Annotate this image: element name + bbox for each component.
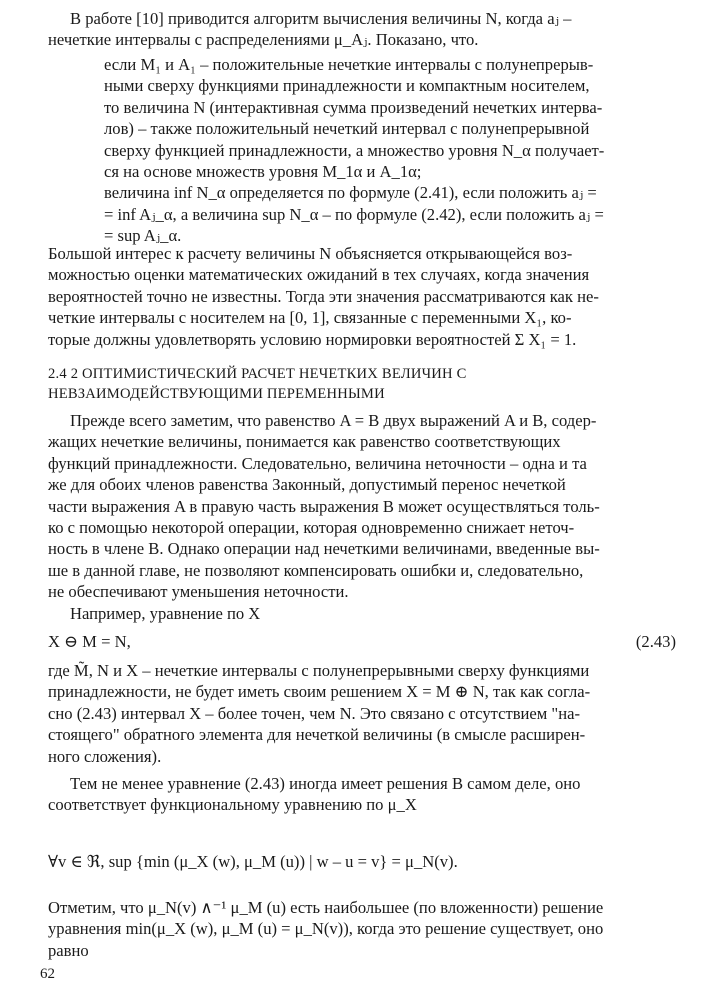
where-paragraph <box>48 660 676 767</box>
text-line: равно <box>48 940 89 960</box>
heading-line: 2.4 2 ОПТИМИСТИЧЕСКИЙ РАСЧЕТ НЕЧЕТКИХ ВЕЛИЧИН С <box>48 366 467 382</box>
text-line: вероятностей точно не известны. Тогда эти значения рассматриваются как не- <box>48 286 599 306</box>
text-line: величина inf N_α определяется по формуле (2.41), если положить aⱼ = <box>104 183 597 203</box>
page-number: 62 <box>40 966 55 982</box>
text-line: сно (2.43) интервал X – более точен, чем N. Это связано с отсутствием "на- <box>48 703 580 723</box>
text-line: = inf Aⱼ_α, а величина sup N_α – по формуле (2.42), если положить aⱼ = <box>104 204 604 224</box>
text-line: Отметим, что μ_N(v) ∧⁻¹ μ_M (u) есть наибольшее (по вложенности) решение <box>48 898 604 917</box>
text-line: жащих нечеткие величины, понимается как равенство соответствующих <box>48 432 561 452</box>
text-line: уравнения min(μ_X (w), μ_M (u) = μ_N(v)), когда это решение существует, оно <box>48 919 604 939</box>
text-line: стоящего" обратного элемента для нечеткой величины (в смысле расширен- <box>48 725 586 745</box>
text-line: Например, уравнение по X <box>70 604 261 623</box>
equation-body: X ⊖ M = N, <box>48 632 131 651</box>
text-line: ного сложения). <box>48 746 162 766</box>
text-line: Прежде всего заметим, что равенство A = B двух выражений A и B, содер- <box>70 411 597 430</box>
text-line: В работе [10] приводится алгоритм вычисления величины N, когда aⱼ – <box>70 9 572 28</box>
text-line: соответствует функциональному уравнению по μ_X <box>48 795 417 815</box>
text-line: торые должны удовлетворять условию нормировки вероятностей Σ X₁ = 1. <box>48 329 577 349</box>
text-line: функций принадлежности. Следовательно, величина неточности – одна и та <box>48 453 587 473</box>
text-line: четкие интервалы с носителем на [0, 1], связанные с переменными X₁, ко- <box>48 308 572 328</box>
text-line: ными сверху функциями принадлежности и компактным носителем, <box>104 76 590 96</box>
text-line: ность в члене B. Однако операции над нечеткими величинами, введенные вы- <box>48 539 600 559</box>
text-line: ше в данной главе, не позволяют компенсировать ошибки и, следовательно, <box>48 560 584 580</box>
nevertheless-paragraph <box>48 773 676 816</box>
text-line: принадлежности, не будет иметь своим решением X = M ⊕ N, так как согла- <box>48 682 591 702</box>
text-line: ся на основе множеств уровня M_1α и A_1α; <box>104 162 422 182</box>
text-line: сверху функцией принадлежности, а множество уровня N_α получает- <box>104 140 605 160</box>
intro-paragraph <box>48 8 676 51</box>
text-line: то величина N (интерактивная сумма произведений нечетких интерва- <box>104 97 603 117</box>
heading-line: НЕВЗАИМОДЕЙСТВУЮЩИМИ ПЕРЕМЕННЫМИ <box>48 386 385 402</box>
functional-equation <box>48 851 676 873</box>
text-line: части выражения A в правую часть выражения B может осуществляться толь- <box>48 496 600 516</box>
text-line: если M₁ и A₁ – положительные нечеткие интервалы с полунепрерыв- <box>104 55 594 74</box>
equation-2-43 <box>48 631 676 653</box>
text-line: где M̃, N и X – нечеткие интервалы с полунепрерывными сверху функциями <box>48 661 590 680</box>
equation-number: (2.43) <box>635 632 676 651</box>
text-line: = sup Aⱼ_α. <box>104 226 182 246</box>
text-line: лов) – также положительный нечеткий интервал с полунепрерывной <box>104 119 590 139</box>
text-line: же для обоих членов равенства Законный, допустимый перенос нечеткой <box>48 475 566 495</box>
section-heading <box>48 364 676 404</box>
text-line: можностью оценки математических ожиданий в тех случаях, когда значения <box>48 265 590 285</box>
text-line: не обеспечивают уменьшения неточности. <box>48 582 349 602</box>
text-line: Тем не менее уравнение (2.43) иногда имеет решения В самом деле, оно <box>70 774 581 793</box>
text-line: Большой интерес к расчету величины N объясняется открывающейся воз- <box>48 244 573 263</box>
text-line: нечеткие интервалы с распределениями μ_Aⱼ. Показано, что. <box>48 30 479 50</box>
text-line: ко с помощью некоторой операции, которая одновременно снижает неточ- <box>48 518 575 538</box>
interest-paragraph <box>48 243 676 350</box>
note-paragraph <box>48 897 676 961</box>
first-paragraph <box>48 410 676 603</box>
conditions-block <box>104 54 676 247</box>
example-paragraph <box>48 603 676 624</box>
equation-body: ∀v ∈ ℜ, sup {min (μ_X (w), μ_M (u)) | w – u = v} = μ_N(v). <box>48 852 458 871</box>
